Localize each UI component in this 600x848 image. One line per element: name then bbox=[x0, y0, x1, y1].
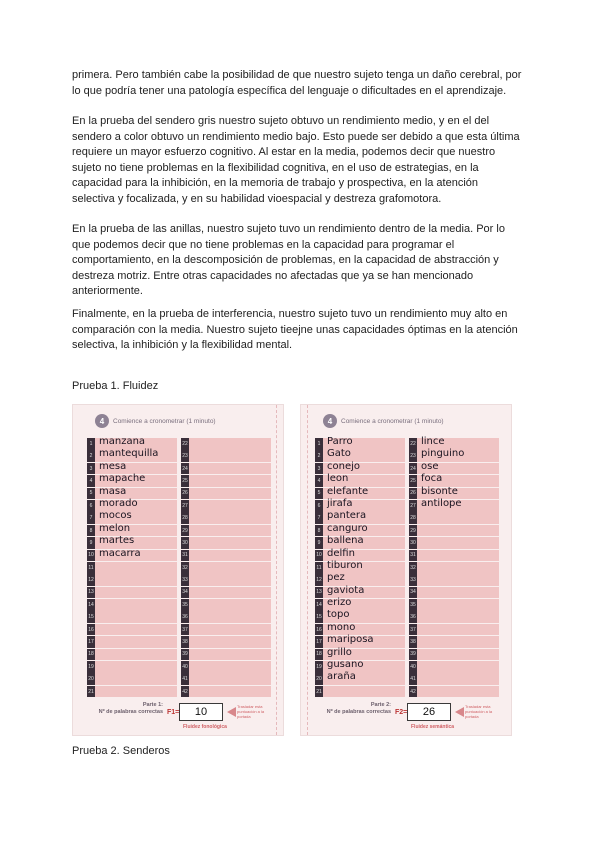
para-4 bbox=[72, 307, 534, 354]
word-cell bbox=[87, 649, 177, 661]
row-number: 29 bbox=[181, 525, 189, 537]
word-cell bbox=[181, 636, 271, 648]
word-cell bbox=[409, 574, 499, 586]
sheet-header bbox=[95, 412, 216, 430]
para-2 bbox=[72, 114, 534, 208]
word-cell bbox=[409, 686, 499, 698]
row-number: 30 bbox=[409, 537, 417, 549]
handwritten-word: antilope bbox=[421, 497, 462, 509]
row-number: 24 bbox=[181, 463, 189, 475]
handwritten-word: manzana bbox=[99, 436, 146, 447]
score-box: 10 bbox=[179, 703, 223, 721]
row-number: 15 bbox=[315, 611, 323, 623]
row-number: 10 bbox=[315, 550, 323, 562]
row-number: 28 bbox=[181, 512, 189, 524]
handwritten-word: topo bbox=[327, 609, 350, 621]
row-number: 38 bbox=[181, 636, 189, 648]
row-number: 5 bbox=[315, 488, 323, 500]
word-cell bbox=[409, 512, 499, 524]
handwritten-word: elefante bbox=[327, 485, 369, 497]
caption-prueba-2: Prueba 2. Senderos bbox=[72, 745, 170, 757]
para-3 bbox=[72, 222, 534, 300]
table-row bbox=[87, 599, 271, 611]
handwritten-word: lince bbox=[421, 436, 445, 447]
word-cell bbox=[315, 686, 405, 698]
handwritten-word: araña bbox=[327, 671, 356, 683]
row-number: 8 bbox=[87, 525, 95, 537]
step-badge: 4 bbox=[95, 414, 109, 428]
word-cell bbox=[181, 438, 271, 450]
word-cell bbox=[409, 661, 499, 673]
row-number: 17 bbox=[87, 636, 95, 648]
text-line: requiere un mayor esfuerzo cognitivo. Al estar en la media, podemos decir que nuestro bbox=[72, 146, 496, 159]
row-number: 9 bbox=[315, 537, 323, 549]
row-number: 25 bbox=[409, 475, 417, 487]
table-row bbox=[87, 661, 271, 673]
part-title: Parte 1: bbox=[142, 702, 163, 708]
word-cell bbox=[181, 475, 271, 487]
word-cell bbox=[181, 512, 271, 524]
sheet-instruction: Comience a cronometrar (1 minuto) bbox=[113, 417, 216, 425]
row-number: 9 bbox=[87, 537, 95, 549]
step-badge: 4 bbox=[323, 414, 337, 428]
row-number: 22 bbox=[409, 438, 417, 450]
row-number: 14 bbox=[315, 599, 323, 611]
row-number: 1 bbox=[87, 438, 95, 450]
word-cell bbox=[409, 649, 499, 661]
row-number: 35 bbox=[181, 599, 189, 611]
handwritten-word: macarra bbox=[99, 547, 141, 559]
row-number: 16 bbox=[87, 624, 95, 636]
handwritten-word: ose bbox=[421, 460, 439, 472]
row-number: 18 bbox=[87, 649, 95, 661]
word-cell bbox=[181, 463, 271, 475]
perforation bbox=[276, 405, 277, 735]
handwritten-word: mocos bbox=[99, 510, 132, 522]
row-number: 5 bbox=[87, 488, 95, 500]
text-line: En la prueba de las anillas, nuestro sujeto tuvo un rendimiento dentro de la media. Por lo bbox=[72, 223, 505, 235]
row-number: 32 bbox=[409, 562, 417, 574]
handwritten-word: tiburon bbox=[327, 559, 363, 571]
row-number: 7 bbox=[315, 512, 323, 524]
row-number: 2 bbox=[87, 450, 95, 462]
sheet-footer bbox=[87, 702, 271, 732]
text-line: destreza motriz. Entre otras capacidades no afectadas que ya se han mencionado bbox=[72, 269, 474, 282]
text-line: primera. Pero también cabe la posibilidad de que nuestro sujeto tenga un daño cerebral, por bbox=[72, 69, 522, 81]
text-line: En la prueba del sendero gris nuestro sujeto obtuvo un rendimiento medio, y en el del bbox=[72, 115, 490, 127]
row-number: 11 bbox=[315, 562, 323, 574]
word-cell bbox=[409, 537, 499, 549]
handwritten-word: mantequilla bbox=[99, 448, 159, 460]
row-number: 34 bbox=[409, 587, 417, 599]
row-number: 11 bbox=[87, 562, 95, 574]
word-cell bbox=[87, 599, 177, 611]
row-number: 4 bbox=[87, 475, 95, 487]
word-cell bbox=[87, 587, 177, 599]
row-number: 36 bbox=[409, 611, 417, 623]
transfer-note: Trasladar esta puntuación a la portada bbox=[237, 704, 265, 719]
row-number: 41 bbox=[409, 673, 417, 685]
word-cell bbox=[409, 673, 499, 685]
part-subtitle: Nº de palabras correctas bbox=[98, 709, 163, 715]
word-cell bbox=[181, 661, 271, 673]
handwritten-word: Gato bbox=[327, 448, 351, 460]
handwritten-word: foca bbox=[421, 473, 443, 485]
table-row bbox=[87, 562, 271, 574]
handwritten-word: Parro bbox=[327, 436, 353, 447]
row-number: 28 bbox=[409, 512, 417, 524]
table-row bbox=[315, 686, 499, 698]
row-number: 22 bbox=[181, 438, 189, 450]
text-line: que podemos decir que no tiene problemas en la capacidad para programar el bbox=[72, 238, 455, 251]
handwritten-word: conejo bbox=[327, 460, 361, 472]
word-cell bbox=[409, 550, 499, 562]
row-number: 27 bbox=[409, 500, 417, 512]
row-number: 40 bbox=[181, 661, 189, 673]
handwritten-word: mesa bbox=[99, 460, 127, 472]
word-cell bbox=[181, 649, 271, 661]
word-cell bbox=[409, 599, 499, 611]
row-number: 19 bbox=[315, 661, 323, 673]
row-number: 21 bbox=[87, 686, 95, 698]
row-number: 42 bbox=[409, 686, 417, 698]
table-row bbox=[87, 673, 271, 685]
word-cell bbox=[181, 673, 271, 685]
word-cell bbox=[315, 673, 405, 685]
text-line: comparación con la media. Nuestro sujeto tieeјne unas capacidades óptimas en la atención bbox=[72, 323, 518, 336]
word-cell bbox=[409, 562, 499, 574]
row-number: 18 bbox=[315, 649, 323, 661]
row-number: 16 bbox=[315, 624, 323, 636]
word-cell bbox=[181, 611, 271, 623]
handwritten-word: grillo bbox=[327, 646, 352, 658]
word-cell bbox=[87, 547, 177, 562]
row-number: 30 bbox=[181, 537, 189, 549]
row-number: 42 bbox=[181, 686, 189, 698]
row-number: 39 bbox=[181, 649, 189, 661]
arrow-left-icon bbox=[227, 707, 236, 717]
handwritten-word: canguro bbox=[327, 522, 368, 534]
row-number: 13 bbox=[315, 587, 323, 599]
text-line: anteriormente. bbox=[72, 285, 143, 298]
handwritten-word: melon bbox=[99, 522, 131, 534]
word-cell bbox=[87, 562, 177, 574]
word-cell bbox=[409, 587, 499, 599]
text-line: Finalmente, en la prueba de interferencia, nuestro sujeto tuvo un rendimiento muy alto en bbox=[72, 308, 508, 320]
row-number: 25 bbox=[181, 475, 189, 487]
row-number: 6 bbox=[87, 500, 95, 512]
perforation bbox=[307, 405, 308, 735]
word-cell bbox=[409, 611, 499, 623]
word-cell bbox=[181, 599, 271, 611]
word-cell bbox=[409, 624, 499, 636]
arrow-left-icon bbox=[455, 707, 464, 717]
table-row bbox=[315, 673, 499, 685]
row-number: 40 bbox=[409, 661, 417, 673]
word-cell bbox=[181, 488, 271, 500]
text-line: lo que podría tener una patología específica del lenguaje o dificultades en el aprendizaje. bbox=[72, 84, 507, 97]
fluidez-sheet-right bbox=[300, 404, 512, 736]
word-cell bbox=[181, 562, 271, 574]
word-cell bbox=[87, 574, 177, 586]
handwritten-word: mono bbox=[327, 621, 356, 633]
handwritten-word: mapache bbox=[99, 473, 146, 485]
row-number: 7 bbox=[87, 512, 95, 524]
row-number: 15 bbox=[87, 611, 95, 623]
word-cell bbox=[181, 537, 271, 549]
caption-prueba-1: Prueba 1. Fluidez bbox=[72, 380, 159, 392]
row-number: 13 bbox=[87, 587, 95, 599]
handwritten-word: delfin bbox=[327, 547, 355, 559]
row-number: 37 bbox=[409, 624, 417, 636]
text-line: selectiva, la inhibición y la flexibilidad mental. bbox=[72, 339, 293, 352]
row-number: 23 bbox=[181, 450, 189, 462]
handwritten-word: morado bbox=[99, 497, 138, 509]
table-row bbox=[87, 686, 271, 698]
word-cell bbox=[87, 686, 177, 698]
footer-title: Fluidez semántica bbox=[411, 724, 455, 730]
word-cell bbox=[409, 636, 499, 648]
row-number: 10 bbox=[87, 550, 95, 562]
footer-title: Fluidez fonológica bbox=[183, 724, 227, 730]
row-number: 31 bbox=[181, 550, 189, 562]
row-number: 3 bbox=[315, 463, 323, 475]
fluidez-sheet-left bbox=[72, 404, 284, 736]
row-number: 21 bbox=[315, 686, 323, 698]
word-grid bbox=[315, 438, 499, 698]
row-number: 27 bbox=[181, 500, 189, 512]
row-number: 31 bbox=[409, 550, 417, 562]
sheet-instruction: Comience a cronometrar (1 minuto) bbox=[341, 417, 444, 425]
transfer-note: Trasladar esta puntuación a la portada bbox=[465, 704, 493, 719]
handwritten-word: gusano bbox=[327, 659, 364, 671]
row-number: 41 bbox=[181, 673, 189, 685]
row-number: 33 bbox=[409, 574, 417, 586]
row-number: 19 bbox=[87, 661, 95, 673]
sheet-header bbox=[323, 412, 444, 430]
table-row bbox=[87, 611, 271, 623]
score-box: 26 bbox=[407, 703, 451, 721]
word-cell bbox=[409, 525, 499, 537]
word-cell bbox=[181, 550, 271, 562]
handwritten-word: martes bbox=[99, 535, 135, 547]
table-row bbox=[87, 624, 271, 636]
part-subtitle: Nº de palabras correctas bbox=[326, 709, 391, 715]
row-number: 33 bbox=[181, 574, 189, 586]
word-cell bbox=[181, 574, 271, 586]
table-row bbox=[87, 574, 271, 586]
table-row bbox=[87, 587, 271, 599]
word-cell bbox=[87, 611, 177, 623]
handwritten-word: jirafa bbox=[327, 497, 353, 509]
row-number: 20 bbox=[87, 673, 95, 685]
row-number: 34 bbox=[181, 587, 189, 599]
word-cell bbox=[181, 686, 271, 698]
para-1 bbox=[72, 68, 534, 99]
row-number: 12 bbox=[315, 574, 323, 586]
row-number: 6 bbox=[315, 500, 323, 512]
row-number: 12 bbox=[87, 574, 95, 586]
handwritten-word: bisonte bbox=[421, 485, 458, 497]
row-number: 8 bbox=[315, 525, 323, 537]
table-row bbox=[87, 547, 271, 562]
text-line: sujeto no tiene problemas en la flexibilidad cognitiva, en el uso de estrategias, en la bbox=[72, 161, 479, 174]
row-number: 29 bbox=[409, 525, 417, 537]
word-cell bbox=[181, 624, 271, 636]
part-title: Parte 2: bbox=[370, 702, 391, 708]
word-cell bbox=[87, 624, 177, 636]
word-cell bbox=[181, 450, 271, 462]
row-number: 23 bbox=[409, 450, 417, 462]
f-label: F1= bbox=[167, 709, 180, 716]
text-line: sendero a color obtuvo un rendimiento medio bajo. Esto puede ser debido a que esta última bbox=[72, 130, 520, 143]
word-cell bbox=[181, 587, 271, 599]
row-number: 24 bbox=[409, 463, 417, 475]
row-number: 3 bbox=[87, 463, 95, 475]
handwritten-word: leon bbox=[327, 473, 349, 485]
word-grid bbox=[87, 438, 271, 698]
row-number: 17 bbox=[315, 636, 323, 648]
row-number: 36 bbox=[181, 611, 189, 623]
row-number: 20 bbox=[315, 673, 323, 685]
row-number: 2 bbox=[315, 450, 323, 462]
part-label bbox=[315, 702, 391, 716]
word-cell bbox=[87, 636, 177, 648]
handwritten-word: pinguino bbox=[421, 448, 465, 460]
table-row bbox=[87, 649, 271, 661]
f-label: F2= bbox=[395, 709, 408, 716]
row-number: 26 bbox=[409, 488, 417, 500]
row-number: 35 bbox=[409, 599, 417, 611]
table-row bbox=[87, 636, 271, 648]
handwritten-word: masa bbox=[99, 485, 127, 497]
text-line: selectiva y focalizada, y en su habilidad vioespacial y destreza grafomotora. bbox=[72, 192, 442, 205]
text-line: capacidad para la inhibición, en la memoria de trabajo y prospectiva, en la atención bbox=[72, 177, 479, 190]
row-number: 14 bbox=[87, 599, 95, 611]
handwritten-word: pez bbox=[327, 572, 345, 584]
row-number: 39 bbox=[409, 649, 417, 661]
row-number: 38 bbox=[409, 636, 417, 648]
part-label bbox=[87, 702, 163, 716]
row-number: 1 bbox=[315, 438, 323, 450]
word-cell bbox=[87, 673, 177, 685]
handwritten-word: mariposa bbox=[327, 634, 374, 646]
row-number: 32 bbox=[181, 562, 189, 574]
word-cell bbox=[181, 525, 271, 537]
word-cell bbox=[87, 661, 177, 673]
sheet-footer bbox=[315, 702, 499, 732]
word-cell bbox=[181, 500, 271, 512]
row-number: 4 bbox=[315, 475, 323, 487]
row-number: 37 bbox=[181, 624, 189, 636]
text-line: comportamiento, en la descomposición de problemas, en la capacidad de abstracción y bbox=[72, 254, 499, 267]
word-cell bbox=[409, 497, 499, 512]
row-number: 26 bbox=[181, 488, 189, 500]
handwritten-word: pantera bbox=[327, 510, 367, 522]
handwritten-word: gaviota bbox=[327, 584, 365, 596]
handwritten-word: ballena bbox=[327, 535, 364, 547]
handwritten-word: erizo bbox=[327, 597, 352, 609]
